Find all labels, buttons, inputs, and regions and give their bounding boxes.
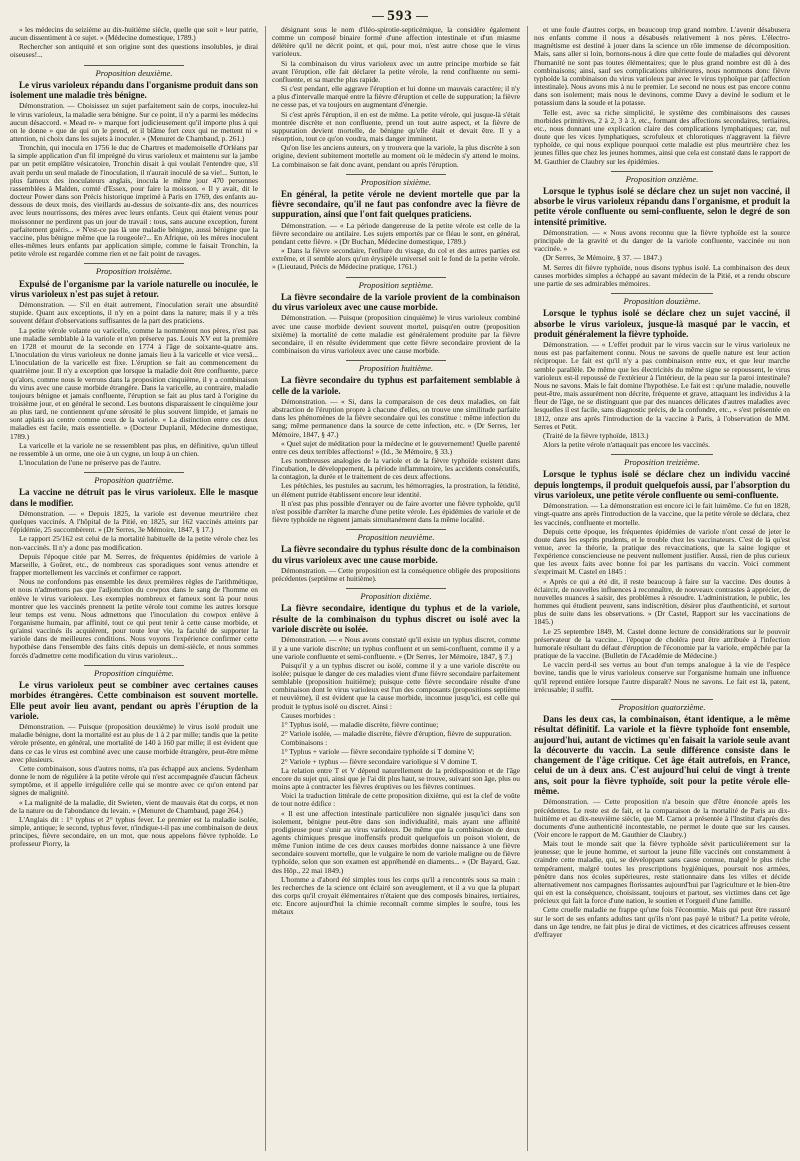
proposition-statement: Lorsque le typhus isolé se déclare chez un individu vacciné depuis longtemps, il produit quelquefois aussi, par l'absorption du virus varioleux, une petite vérole confluente ou semi-confluente. [534, 469, 790, 500]
section-heading: Proposition neuvième. [272, 529, 520, 541]
section-heading: Proposition quatorzième. [534, 699, 790, 711]
paragraph: « Dans la fièvre secondaire, l'enflure du visage, du col et des autres parties est extrême, et il semble alors qu'un érysipèle universel soit le fond de la petite vérole. » (Lieutaud, Précis de Médecine pratique, 1761.) [272, 246, 520, 272]
paragraph: Mais tout le monde sait que la fièvre typhoïde sévit particulièrement sur la jeunesse; que le jeune homme, et surtout la jeune fille vaccinés ont constamment à craindre cette maladie, qui, se développant sans cause connue, malgré le plus riche tempérament, malgré toutes les prescriptions hygiéniques, poursuit nos armées, pénètre dans nos écoles supérieures, reste stationnaire dans les villes et décide alternativement nos campagnes florissantes aujourd'hui par l'agriculture et le bien-être qui en est la conséquence, choisissant, toujours et partout, ses victimes dans cet âge précieux qui fait la force d'une nation, le soutien et l'orgueil d'une famille. [534, 839, 790, 906]
paragraph: Depuis cette époque, les fréquentes épidémies de variole n'ont cessé de jeter le doute dans les esprits prudents, et le trouble chez les vaccinateurs. C'est de là qu'est venue, avec la théorie, la pratique des revaccinations, que la saine logique et l'expérience consciencieuse ne peuvent nullement justifier. Aussi, rien de plus curieux que les aveux faits avec bonne foi par les partisans du vaccin. Voici comment s'exprimait M. Castel en 1845 : [534, 526, 790, 577]
proposition-statement: La fièvre secondaire de la variole provient de la combinaison du virus varioleux avec une cause morbide. [272, 291, 520, 313]
paragraph: Si c'est après l'éruption, il en est de même. La petite vérole, qui jusque-là s'était montrée discrète et non confluente, prend un tout autre aspect, et la fièvre de suppuration devient mortelle, de bénigne qu'elle était et devait être. Il y a résorption, tout ce qu'on voudra, mais danger imminent. [272, 109, 520, 144]
paragraph: Démonstration. — Puisque (proposition cinquième) le virus varioleux combiné avec une cause morbide devient souvent mortel, puisqu'en outre (proposition sixième) la mortalité de cette maladie est généralement produite par la fièvre secondaire, il en résulte évidemment que cette fièvre secondaire provient de la combinaison du virus varioleux avec une cause morbide. [272, 313, 520, 356]
paragraph: Démonstration. — « Depuis 1825, la variole est devenue meurtrière chez quelques vaccinés. A l'hôpital de la Pitié, en 1825, sur 162 vaccinés atteints par l'épidémie, 25 succombèrent. » (Dr Serres, 3e Mémoire, 1847, § 17.) [10, 508, 258, 535]
paragraph: M. Serres dit fièvre typhoïde, nous disons typhus isolé. La combinaison des deux causes morbides simples a échappé au savant médecin de la Pitié, et a rendu obscure une partie de ses admirables mémoires. [534, 262, 790, 288]
paragraph: désignant sous le nom d'iléo-spirotie-septicémique, la considère également comme un composé binaire formé d'une affection intestinale et d'un miasme délétère qu'il ne décrit point, et qui, pour moi, n'est autre chose que le virus varioleux. [272, 26, 520, 59]
paragraph: (Traité de la fièvre typhoïde, 1813.) [543, 430, 649, 440]
section-heading: Proposition treizième. [534, 454, 790, 466]
paragraph: Démonstration. — « La période dangereuse de la petite vérole est celle de la fièvre secondaire ou antilaire. Les sujets emportés par ce fléau le sont, en général, pendant cette fièvre. » (Dr Buchan, Médecine domestique, 1789.) [272, 220, 520, 247]
paragraph: Démonstration. — Puisque (proposition deuxième) le virus isolé produit une maladie bénigne, dont la mortalité est au plus de 1 à 2 par mille; tandis que la petite vérole présente, en général, une mortalité de 140 à 160 par mille; il est évident que dans ce cas le virus est combiné avec une cause morbide étrangère, peut-être même avec plusieurs. [10, 722, 258, 764]
paragraph: Démonstration. — « Nous avons reconnu que la fièvre typhoïde est la source principale de la gravité et du danger de la variole confluente, vaccinée ou non vaccinée. » [534, 228, 790, 254]
text-column-1 [10, 26, 258, 1151]
section-heading: Proposition dixième. [272, 588, 520, 600]
paragraph: Telle est, avec sa riche simplicité, le système des combinaisons des causes morbides primitives, 2 à 2, 3 à 3, etc., formant des affections secondaires, tertiaires, etc., nous donnant une explication claire des complications lymphatiques; car, nul doute que les vices lymphatiques, scrofuleux et chlorotiques n'aggravent la fièvre typhoïde, ce qui nous explique pourquoi cette maladie est plus meurtrière chez les jeunes filles que chez les jeunes hommes, ainsi que cela est constaté dans le rapport de M. Gauthier de Claubry sur les épidémies. [534, 107, 790, 166]
paragraph: « La malignité de la maladie, dit Swieten, vient de mauvais état du corps, et non de la nature ou de l'abondance du levain. » (Menuret de Chambaud, page 264.) [10, 797, 258, 815]
section-heading: Proposition huitième. [272, 360, 520, 372]
paragraph: La petite vérole volante ou varicelle, comme la nommèrent nos pères, n'est pas une maladie semblable à la variole et n'en préserve pas. Louis XV eut la première en 1728 et mourut de la seconde en 1774 à l'âge de soixante-quatre ans. L'inoculation du virus varioleux ne donne jamais lieu à la varicelle et vice versâ... L'inoculation de la varicelle est fixe. L'éruption se fait au commencement du quatrième jour. Il n'y a exception que lorsque la maladie doit être confluente, parce qu'alors, comme nous le verrons dans la proposition cinquième, il y a combinaison du virus avec une cause morbide étrangère. Dans la varicelle, au contraire, maladie toujours bénigne et jamais confluente, l'éruption se fait au plus tard à l'origine du troisième jour, et en général le second. Les boutons disparaissent le cinquième jour au plus tard, ne contiennent qu'une sérosité le plus souvent limpide, et jamais ne sont aplatis au centre comme ceux de la variole. « La distinction entre ces deux maladies est facile, mais essentielle. » (Docteur Duplanil, Médecine domestique, 1789.) [10, 325, 258, 441]
paragraph: L'homme a d'abord été simples tous les corps qu'il a rencontrés sous sa main : les recherches de la science ont éclairé son aveuglement, et il a vu que la plupart des corps qu'il croyait élémentaires n'étaient que des composés binaires, tertiaires, etc. Encore aujourd'hui la chimie reconnaît comme simples le soufre, tous les métaux [272, 874, 520, 917]
paragraph: Si la combinaison du virus varioleux avec un autre principe morbide se fait avant l'éruption, elle fait déclarer la petite vérole, la rend confluente ou semi-confluente, et sa marche plus rapide. [272, 58, 520, 84]
paragraph: Cette cruelle maladie ne frappe qu'une fois l'économie. Mais qui peut être rassuré sur le sort de ses enfants adultes tant qu'ils n'ont pas payé le tribut? La petite vérole, dans un âge tendre, ne fait plus je dirai de victimes, et des cicatrices affreuses cessent d'effrayer [534, 905, 790, 939]
text-column-3 [534, 26, 790, 1151]
section-heading: Proposition cinquième. [10, 665, 258, 677]
proposition-statement: La fièvre secondaire du typhus résulte donc de la combinaison du virus varioleux avec une cause morbide. [272, 544, 520, 565]
paragraph: Démonstration. — « Nous avons constaté qu'il existe un typhus discret, comme il y a une variole discrète; un typhus confluent et un semi-confluent, comme il y a une variole confluente et semi-confluente. » (Dr Serres, 1er Mémoire, 1847, § 7.) [272, 635, 520, 661]
paragraph: Voici la traduction littérale de cette proposition dixième, qui est la clef de voûte de tout notre édifice : [272, 791, 520, 809]
paragraph: Cette combinaison, sous d'autres noms, n'a pas échappé aux anciens. Sydenham donne le nom de régulière à la petite vérole qui n'est accompagnée d'aucun fâcheux symptôme, et il appelle irrégulière celle qui se montre avec ce qu'on entend par signes de malignité. [10, 763, 258, 798]
proposition-statement: Le virus varioleux peut se combiner avec certaines causes morbides étrangères. Cette combinaison est souvent mortelle. Elle peut avoir lieu avant, pendant ou après l'éruption de la variole. [10, 679, 258, 721]
paragraph: Il n'est pas plus possible d'enrayer ou de faire avorter une fièvre typhoïde, qu'il n'est possible d'arrêter la marche d'une petite vérole. Les épidémies de variole et de fièvre typhoïde ne règnent jamais simultanément dans la même localité. [272, 498, 520, 525]
header-rule-right [416, 16, 428, 17]
section-heading: Proposition sixième. [272, 174, 520, 186]
proposition-statement: La fièvre secondaire, identique du typhus et de la variole, résulte de la combinaison du typhus discret ou isolé avec la variole discrète ou isolée. [272, 603, 520, 635]
paragraph: Démonstration. — « Si, dans la comparaison de ces deux maladies, on fait abstraction de l'éruption propre à chacune d'elles, on trouve une similitude parfaite dans les phénomènes de la fièvre secondaire qui les constitue : même infection du sang; même permanence dans la source de cette infection, etc. » (Dr Serres, 1er Mémoire, 1847, § 47.) [272, 396, 520, 439]
proposition-statement: La fièvre secondaire du typhus est parfaitement semblable à celle de la variole. [272, 375, 520, 396]
text-column-2 [272, 26, 520, 1151]
section-heading: Proposition septième. [272, 277, 520, 289]
paragraph: Les nombreuses analogies de la variole et de la fièvre typhoïde existent dans l'incubation, le développement, la période inflammatoire, les accidents consécutifs, la contagion, la durée et le traitement de ces deux affections. [272, 456, 520, 482]
section-heading: Proposition deuxième. [10, 65, 258, 77]
paragraph: Nous ne confondons pas ensemble les deux premières règles de l'arithmétique, et nous n'admettons pas que l'adjonction du cowpox dans le sang de l'homme en enlève le virus varioleux. Les exemples nombreux et fameux sont là pour nous montrer que les vaccinés prennent la petite vérole tout comme les autres lorsque leur temps est venu. Nous admettons que l'inoculation du cowpox enlève à l'organisme humain, par affinité, tout ce qui peut tenir à cette cause morbide, et qu'ainsi vaccinés ils acquièrent, pour toute leur vie, la faculté de supporter la variole dans de meilleures conditions. Nous voyons l'expérience confirmer cette hypothèse dans l'ensemble des faits cités depuis un demi-siècle, et nous sommes forcés d'admettre cette modification du virus varioleux... [10, 577, 258, 660]
paragraph: Causes morbides : [281, 710, 336, 720]
paragraph: Démonstration. — Cette proposition n'a besoin que d'être énoncée après les précédentes. Le reste est de fait, et la comparaison de la mortalité de Paris au dix-huitième et au dix-neuvième siècle, que M. Carnot a présentée à l'Institut d'après des documents d'une authenticité incontestable, ne permet le doute que sur les causes. (Voir encore le rapport de M. Gauthier de Claubry.) [534, 797, 790, 839]
header-rule-left [372, 16, 384, 17]
paragraph: Tronchin, qui inocula en 1756 le duc de Chartres et mademoiselle d'Orléans par la simple application d'un fil imprégné du virus varioleux et maintenu sur la jambe par un petit emplâtre vésicatoire, Tronchin disait à qui voulait l'entendre que, s'il avait perdu un seul malade de l'inoculation, il n'aurait inoculé de sa vie!... Sutton, le plus fameux des inoculateurs anglais, inocula le même jour 470 personnes rassemblées à Malden, comté d'Essex, pour faire la moisson. « Il y avait, dit le docteur Power dans son Précis historique imprimé à Paris en 1769, des enfants au-dessous de deux mois, des vieillards au-dessus de soixante-dix ans, des nourrices avec leurs nourrissons, des mères avec leurs enfants. Ceux qui étaient venus pour moissonner ne perdirent pas un jour de travail : tous, sans aucune exception, furent parfaitement guéris... » N'est-ce pas là une maladie bénigne, aussi bénigne que la vaccine, plus bénigne même que la rougeole?... En Afrique, où les mères inoculent elles-mêmes leurs enfants par application simple, comme le faisait Tronchin, la petite vérole est regardée comme rien et ne fait point de ravages. [10, 143, 258, 259]
paragraph: Démonstration. — S'il en était autrement, l'inoculation serait une absurdité stupide. Quant aux exceptions, il n'y en a point dans la nature; mais il y a très souvent défaut d'observations suffisantes de la part des praticiens. [10, 300, 258, 326]
paragraph: L'Anglais dit : 1° typhus et 2° typhus fever. Le premier est la maladie isolée, simple, antique; le second, typhus fever, n'indique-t-il pas une combinaison de deux principes, fièvre secondaire, en un mot, que nous appelons fièvre typhoïde. Le professeur Piorry, la [10, 814, 258, 849]
paragraph: 1° Typhus isolé, — maladie discrète, fièvre continue; [281, 719, 439, 729]
proposition-statement: Expulsé de l'organisme par la variole naturelle ou inoculée, le virus varioleux n'est pas sujet à retour. [10, 278, 258, 299]
section-heading: Proposition onzième. [534, 171, 790, 183]
paragraph: et une foule d'autres corps, en beaucoup trop grand nombre. L'avenir désabusera nos enfants comme il nous a désabusés relativement à nos pères. L'électro-magnétisme est destiné à jouer dans la science un rôle immense de décomposition. Mais, sans aller si loin, bornons-nous à dire que cette foule de maladies qui dévorent l'humanité ne sont pas toutes élémentaires; que le plus grand nombre est dû à des combinaisons; ainsi, sauf ses complications ultérieures, nous nommons donc fièvre typhoïde la combinaison du virus varioleux par avec le virus typhoïque par (affection intestinale). Nous avons mis à nu le premier. Le second ne nous est pas encore connu dans son isolement; mais nous le devinons, comme Davy a deviné le sodium et le potassium dans la soude et la potasse. [534, 26, 790, 108]
paragraph: La varicelle et la variole ne se ressemblent pas plus, en définitive, qu'un tilleul ne ressemble à un orme, une oie à un cygne, un loup à un chien. [10, 440, 258, 458]
paragraph: Si c'est pendant, elle aggrave l'éruption et lui donne un mauvais caractère; il n'y a plus d'intervalle marqué entre la fièvre d'éruption et celle de suppuration; la fièvre ne cesse pas, et va toujours en augmentant d'énergie. [272, 84, 520, 110]
section-heading: Proposition douzième. [534, 293, 790, 305]
column-divider [527, 26, 528, 1151]
proposition-statement: En général, la petite vérole ne devient mortelle que par la fièvre secondaire, qu'il ne faut pas confondre avec la fièvre de suppuration, ainsi que l'ont fait quelques praticiens. [272, 188, 520, 220]
paragraph: Démonstration. — Cette proposition est la conséquence obligée des propositions précédentes (septième et huitième). [272, 566, 520, 584]
column-divider [265, 26, 266, 1151]
page-number: 593 [387, 8, 413, 24]
paragraph: Alors la petite vérole n'attaquait pas encore les vaccinés. [543, 440, 710, 450]
paragraph: Puisqu'il y a un typhus discret ou isolé, comme il y a une variole discrète ou isolée; puisque le danger de ces maladies vient d'une fièvre secondaire parfaitement semblable (proposition huitième); puisque cette fièvre secondaire résulte d'une combinaison dont le virus varioleux est l'un des composants (propositions septième et neuvième), il est évident que la cause morbide, inconnue jusqu'ici, est celle qui produit le typhus isolé ou discret. Ainsi : [272, 660, 520, 711]
page-header [0, 8, 800, 24]
paragraph: (Dr Serres, 3e Mémoire, § 37. — 1847.) [543, 253, 662, 263]
paragraph: Les pétéchies, les pustules au sacrum, les hémorragies, la prostration, la fétidité, un élément putride établissent encore leur identité. [272, 481, 520, 499]
paragraph: 2° Variole + typhus — fièvre secondaire variolique si V domine T. [281, 756, 478, 766]
paragraph: 2° Variole isolée, — maladie discrète, fièvre d'éruption, fièvre de suppuration. [281, 729, 512, 739]
paragraph: Démonstration. — Choisissez un sujet parfaitement sain de corps, inoculez-lui le virus varioleux, la maladie sera bénigne. Sur ce point, il n'y a parmi les médecins aucun désaccord. « Mead re- » marque fort judicieusement qu'il importe plus à qui on le donne » que de qui on le prend, et il blâme fort ceux qui ne mettent ni » attention, ni choix dans les sujets à inoculer. » (Menuret de Chambaud, p. 261.) [10, 101, 258, 143]
section-heading: Proposition quatrième. [10, 472, 258, 484]
paragraph: Rechercher son antiquité et son origine sont des questions insolubles, je dirai oiseuses!... [10, 42, 258, 60]
paragraph: Combinaisons : [281, 738, 328, 748]
proposition-statement: Le virus varioleux répandu dans l'organisme produit dans son isolement une maladie très bénigne. [10, 79, 258, 101]
paragraph: 1° Typhus + variole — fièvre secondaire typhoïde si T domine V; [281, 747, 475, 757]
paragraph: « Quel sujet de méditation pour la médecine et le gouvernement! Quelle parenté entre ces deux terribles affections! » (Id., 3e Mémoire, § 33.) [272, 438, 520, 456]
paragraph: Qu'on lise les anciens auteurs, on y trouvera que la variole, la plus discrète à son origine, devient subitement mortelle au moment où le médecin s'y attend le moins. La combinaison se fait donc avant, pendant ou après l'éruption. [272, 143, 520, 169]
paragraph: « Après ce qui a été dit, il reste beaucoup à faire sur la vaccine. Des doutes à éclaircir, de nouvelles influences à reconnaître, de nouveaux contrastes à apprécier, de nouvelles nuances à saisir, des problèmes à résoudre. L'administration, le public, les hommes qui étudient peuvent, sans indiscrétion, désirer plus d'authenticité, et surtout plus de suite dans les observations. » (Dr Castel, Rapport sur les vaccinations de 1845.) [534, 576, 790, 627]
proposition-statement: Dans les deux cas, la combinaison, étant identique, a le même résultat définitif. La variole et la fièvre typhoïde font ensemble, aujourd'hui, autant de victimes qu'en faisait la variole seule avant la découverte du vaccin. La seule différence consiste dans le changement de l'âge critique. Cet âge était autrefois, en France, celui de un à deux ans. C'est aujourd'hui celui de vingt à trente ans, soit pour la fièvre typhoïde, soit pour la petite vérole elle-même. [534, 713, 790, 797]
section-heading: Proposition troisième. [10, 263, 258, 275]
paragraph: Le vaccin perd-il ses vertus au bout d'un temps analogue à la vie de l'espèce bovine, tandis que le virus varioleux conserve sur l'organisme humain une influence qu'il reprend entière lorsque l'autre disparaît? Nous ne savons. Le fait est là, patent, irrécusable; il suffit. [534, 660, 790, 694]
paragraph: La relation entre T et V dépend naturellement de la prédisposition et de l'âge encore du sujet qui, ainsi que je l'ai dit plus haut, se trouve, suivant son âge, plus ou moins apte à contracter les fièvres éruptives ou les fièvres continues. [272, 765, 520, 792]
paragraph: Démonstration. — La démonstration est encore ici le fait luimême. Ce fut en 1828, vingt-quatre ans après l'introduction de la vaccine, que la petite vérole se déclara, chez les vaccinés, confluente et mortelle. [534, 501, 790, 527]
proposition-statement: Lorsque le typhus isolé se déclare chez un sujet vacciné, il absorbe le virus varioleux, jusque-là masqué par le vaccin, et produit généralement la fièvre typhoïde. [534, 308, 790, 339]
paragraph: Le rapport 25/162 est celui de la mortalité habituelle de la petite vérole chez les non-vaccinés. Il n'y a donc pas modification. [10, 534, 258, 552]
paragraph: L'inoculation de l'une ne préserve pas de l'autre. [19, 458, 161, 468]
paragraph: « Il est une affection intestinale particulière non signalée jusqu'ici dans son isolement, bénigne peut-être dans son individualité, mais ayant une affinité prodigieuse pour s'unir au virus varioleux. De même que la combinaison de deux agents chimiques presque inoffensifs produit quelquefois un poison violent, de même l'union intime de ces deux causes morbides donne naissance à une fièvre secondaire souvent mortelle, que le vulgaire le nom de variole maligne ou de fièvre typhoïde, selon que son examen est appréhendé en diaments... » (Dr Bayard, Gaz. des Hôp., 22 mai 1849.) [272, 808, 520, 875]
proposition-statement: Lorsque le typhus isolé se déclare chez un sujet non vacciné, il absorbe le virus varioleux répandu dans l'organisme, et produit la petite vérole confluente ou semi-confluente, selon le degré de son intensité primitive. [534, 185, 790, 227]
paragraph: Le 25 septembre 1849, M. Castel donne lecture de considérations sur le pouvoir préservateur de la vaccine... l'époque de choléra peut être attribuée à l'infection humorale résultant du défaut d'éruption de l'économie par la variole, empêchée par la pratique de la vaccine. (Bulletin de l'Académie de Médecine.) [534, 626, 790, 661]
paragraph: Depuis l'époque citée par M. Serres, de fréquentes épidémies de variole à Marseille, à Goûret, etc., de nombreux cas sporadiques sont venus attendre et frapper mortellement les vaccinés et confirmer ce rapport. [10, 551, 258, 578]
paragraph: Démonstration. — « L'effet produit par le virus vaccin sur le virus varioleux ne nous est pas parfaitement connu. Nous ne savons de quelle nature est leur action réciproque. Le fait est qu'il n'y a pas combinaison entre eux, et que leur marche semble parallèle. De même que les électricités du même signe se repoussent, le virus varioleux est-il repoussé de l'extérieur à l'intérieur, de la peau sur la paroi intestinale? Nous ne savons. Mais le fait domine l'hypothèse. Le fait est : qu'une maladie, nouvelle peut-être, mais assurément non décrite, fréquente et grave, attaquant les individus à la fleur de l'âge, ne se distinguant que par des nuances délicates d'autres maladies avec lesquelles il est facile, sans diagnostic précis, de la confondre, etc., » s'est présentée en 1812, onze ans après l'introduction de la vaccine à Paris, à l'observation de MM. Serres et Petit. [534, 340, 790, 431]
proposition-statement: La vaccine ne détruit pas le virus varioleux. Elle le masque dans le modifier. [10, 487, 258, 508]
paragraph: » les médecins du seizième au dix-huitième siècle, quelle que soit » leur patrie, aucun dissentiment à ce sujet. » (Médecine domestique, 1789.) [10, 26, 258, 43]
